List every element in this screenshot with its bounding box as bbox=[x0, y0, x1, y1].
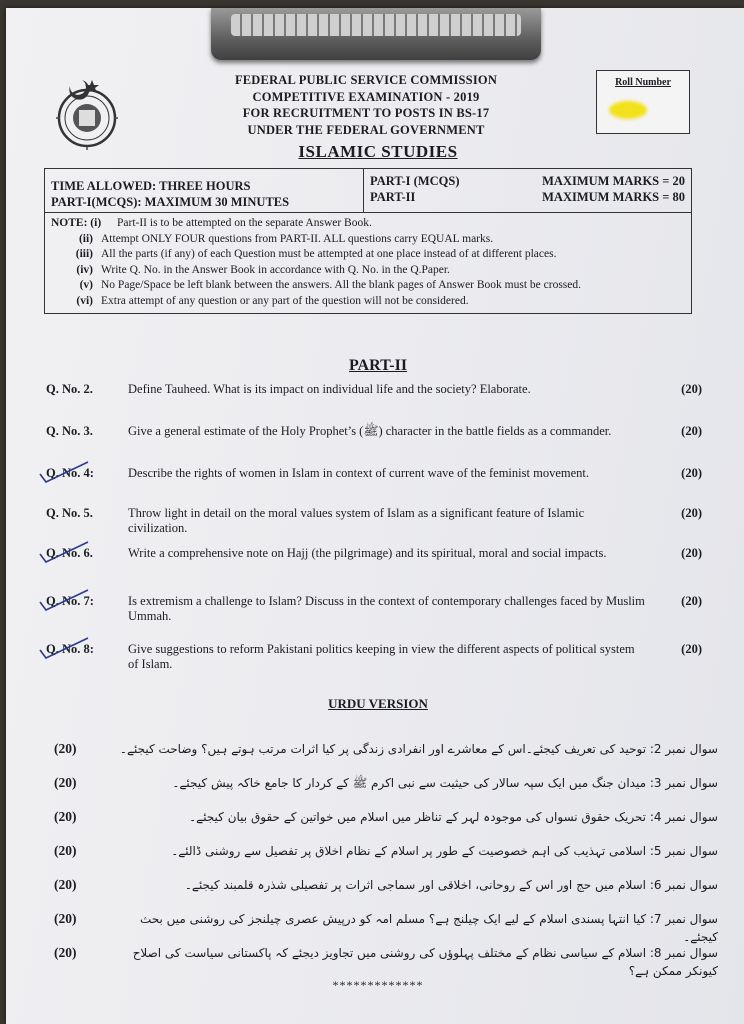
part-title: PART-II bbox=[348, 357, 408, 374]
question-marks: (20) bbox=[681, 506, 702, 520]
header-line: FOR RECRUITMENT TO POSTS IN BS-17 bbox=[242, 106, 490, 120]
header-line: UNDER THE FEDERAL GOVERNMENT bbox=[247, 122, 485, 137]
urdu-question-item bbox=[54, 876, 718, 894]
question-number: Q. No. 4: bbox=[46, 466, 128, 481]
urdu-question-marks: (20) bbox=[54, 843, 77, 858]
note-number: (iii) bbox=[75, 248, 93, 260]
header-line: COMPETITIVE EXAMINATION - 2019 bbox=[252, 89, 480, 104]
question-text: Throw light in detail on the moral values system of Islam as a significant feature of Islamic civilization. bbox=[128, 506, 585, 535]
question-number: Q. No. 3. bbox=[46, 424, 93, 438]
note-item bbox=[51, 294, 685, 310]
question-text: Give suggestions to reform Pakistani politics keeping in view the different aspects of political system of Islam. bbox=[128, 642, 635, 671]
urdu-question-marks: (20) bbox=[54, 911, 77, 926]
commission-header bbox=[156, 72, 576, 138]
question-marks: (20) bbox=[681, 642, 702, 656]
urdu-question-item bbox=[54, 842, 718, 860]
note-text: No Page/Space be left blank between the answers. All the blank pages of Answer Book must be crossed. bbox=[101, 279, 582, 291]
urdu-question-text: سوال نمبر 2: توحید کی تعریف کیجئے۔اس کے معاشرے اور انفرادی زندگی پر کیا اثرات مرتب ہوتے ہیں؟ وضاحت کیجئے۔ bbox=[119, 742, 718, 756]
note-item bbox=[51, 263, 685, 279]
note-text: Part-II is to be attempted on the separate Answer Book. bbox=[117, 217, 372, 229]
question-item bbox=[46, 642, 702, 672]
question-number: Q. No. 5. bbox=[46, 506, 93, 520]
urdu-question-item bbox=[54, 774, 718, 792]
question-marks: (20) bbox=[681, 466, 702, 480]
urdu-question-text: سوال نمبر 8: اسلام کے سیاسی نظام کے مختلف پہلوؤں کی روشنی میں تجاویز دیجئے کہ پاکستانی سیاست کی اصلاح کیونکر ممکن ہے؟ bbox=[132, 946, 718, 978]
question-item bbox=[46, 424, 702, 439]
pen-tick-icon bbox=[36, 588, 92, 612]
urdu-question-item bbox=[54, 944, 718, 980]
exam-paper bbox=[6, 8, 744, 1024]
exam-info-table bbox=[44, 168, 692, 314]
urdu-question-marks: (20) bbox=[54, 775, 77, 790]
end-marker: ************* bbox=[332, 978, 424, 992]
urdu-question-item bbox=[54, 808, 718, 826]
part1-label: PART-I (MCQS) bbox=[370, 174, 460, 188]
roll-number-label: Roll Number bbox=[615, 77, 671, 88]
pen-tick-icon bbox=[36, 636, 92, 660]
max-marks-part1: MAXIMUM MARKS = 20 bbox=[542, 174, 685, 188]
question-item bbox=[46, 466, 702, 481]
question-item bbox=[46, 382, 702, 397]
header-line: FEDERAL PUBLIC SERVICE COMMISSION bbox=[234, 73, 498, 87]
note-number: (ii) bbox=[78, 232, 93, 245]
question-text: Write a comprehensive note on Hajj (the pilgrimage) and its spiritual, moral and social impacts. bbox=[128, 546, 607, 560]
note-item bbox=[51, 278, 685, 294]
note-text: Attempt ONLY FOUR questions from PART-II. ALL questions carry EQUAL marks. bbox=[101, 232, 494, 245]
question-number: Q. No. 7: bbox=[46, 594, 128, 624]
part1-time: PART-I(MCQS): MAXIMUM 30 MINUTES bbox=[51, 195, 290, 209]
question-marks: (20) bbox=[681, 546, 702, 560]
note-text: All the parts (if any) of each Question must be attempted at one place instead of at different places. bbox=[101, 248, 557, 260]
urdu-question-marks: (20) bbox=[54, 741, 77, 756]
max-marks-part2: MAXIMUM MARKS = 80 bbox=[542, 190, 685, 204]
note-text: Extra attempt of any question or any part of the question will not be considered. bbox=[101, 294, 469, 307]
urdu-question-item bbox=[54, 740, 718, 758]
subject-title: ISLAMIC STUDIES bbox=[298, 142, 458, 161]
part2-label: PART-II bbox=[370, 190, 416, 204]
question-marks: (20) bbox=[681, 594, 702, 608]
clipboard-clip bbox=[211, 8, 541, 60]
question-marks: (20) bbox=[681, 382, 702, 396]
question-marks: (20) bbox=[681, 424, 702, 438]
note-item bbox=[51, 216, 685, 232]
urdu-version-title: URDU VERSION bbox=[328, 696, 428, 711]
urdu-question-text: سوال نمبر 7: کیا انتہا پسندی اسلام کے لیے ایک چیلنج ہے؟ مسلم امہ کو درپیش عصری چیلنجز کی روشنی میں بحث کیجئے۔ bbox=[139, 912, 718, 944]
highlighter-mark bbox=[609, 101, 647, 119]
question-number: Q. No. 8: bbox=[46, 642, 128, 672]
question-text: Is extremism a challenge to Islam? Discuss in the context of contemporary challenges faced by Muslim Ummah. bbox=[128, 594, 645, 623]
question-item bbox=[46, 506, 702, 536]
notes-list bbox=[45, 213, 691, 313]
note-item bbox=[51, 247, 685, 263]
urdu-question-marks: (20) bbox=[54, 877, 77, 892]
time-allowed: TIME ALLOWED: THREE HOURS bbox=[51, 179, 251, 193]
question-item bbox=[46, 546, 702, 561]
question-text: Describe the rights of women in Islam in context of current wave of the feminist movement. bbox=[128, 466, 589, 480]
urdu-question-text: سوال نمبر 6: اسلام میں حج اور اس کے روحانی، اخلاقی اور سماجی اثرات پر تفصیلی شذرہ قلمبند کیجئے۔ bbox=[184, 878, 718, 892]
question-number: Q. No. 2. bbox=[46, 382, 93, 396]
urdu-question-text: سوال نمبر 5: اسلامی تہذیب کی اہم خصوصیت کے طور پر اسلام کے نظام اخلاق پر تفصیل سے روشنی ڈالئے۔ bbox=[171, 844, 718, 858]
question-text: Give a general estimate of the Holy Prophet’s (ﷺ) character in the battle fields as a commander. bbox=[128, 424, 612, 438]
note-text: Write Q. No. in the Answer Book in accordance with Q. No. in the Q.Paper. bbox=[101, 263, 450, 276]
note-number: NOTE: (i) bbox=[51, 217, 102, 229]
urdu-question-marks: (20) bbox=[54, 809, 77, 824]
question-number: Q. No. 6. bbox=[46, 546, 128, 561]
note-number: (vi) bbox=[76, 294, 93, 307]
urdu-question-text: سوال نمبر 4: تحریک حقوق نسواں کی موجودہ لہر کے تناظر میں اسلام میں خواتین کے حقوق بیان کیجئے۔ bbox=[189, 810, 718, 824]
roll-number-box bbox=[596, 70, 690, 134]
question-item bbox=[46, 594, 702, 624]
note-item bbox=[51, 232, 685, 248]
urdu-question-text: سوال نمبر 3: میدان جنگ میں ایک سپہ سالار کی حیثیت سے نبی اکرم ﷺ کے کردار کا جامع خاکہ پیش کیجئے۔ bbox=[172, 776, 718, 790]
pen-tick-icon bbox=[36, 540, 92, 564]
question-text: Define Tauheed. What is its impact on individual life and the society? Elaborate. bbox=[128, 382, 531, 396]
pen-tick-icon bbox=[36, 460, 92, 484]
urdu-question-item bbox=[54, 910, 718, 946]
urdu-question-marks: (20) bbox=[54, 945, 77, 960]
note-number: (v) bbox=[79, 279, 93, 291]
note-number: (iv) bbox=[76, 263, 93, 276]
